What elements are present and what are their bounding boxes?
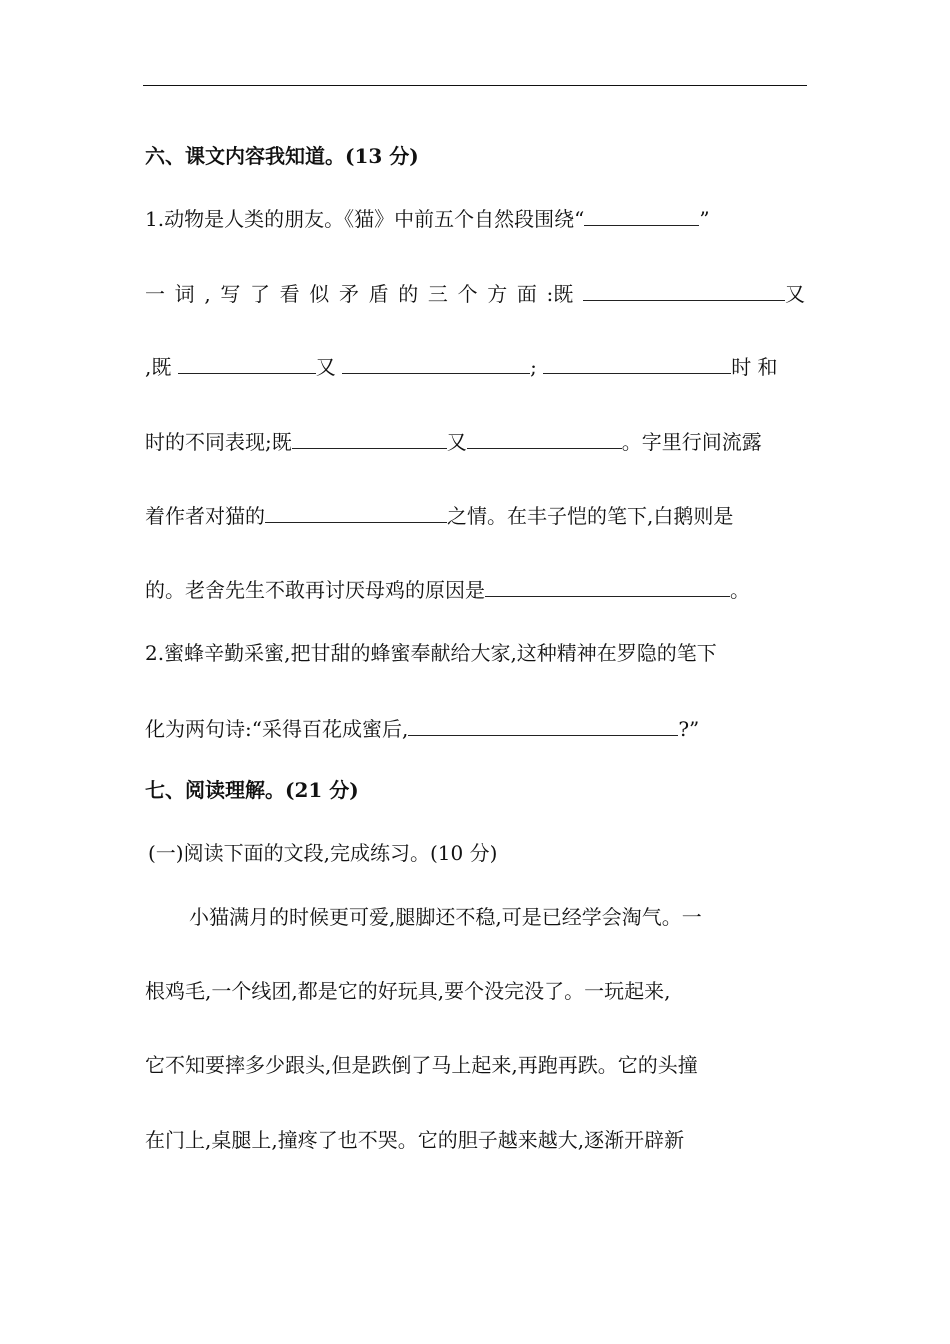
section6-title: 六、课文内容我知道。(13 分) [145,144,419,168]
q1-line2-end: 又 [784,282,805,306]
q1-l2-c12: 方 [487,282,508,306]
blank-3c[interactable] [543,355,731,374]
passage-line-2: 根鸡毛,一个线团,都是它的好玩具,要个没完没了。一玩起来, [145,979,671,1003]
q1-line3 [145,351,805,380]
section7-title: 七、阅读理解。(21 分) [145,778,359,802]
blank-6a[interactable] [485,578,730,597]
passage-line-4: 在门上,桌腿上,撞疼了也不哭。它的胆子越来越大,逐渐开辟新 [145,1128,685,1152]
top-rule [143,85,807,86]
q1-l2-c13: 面 [516,282,537,306]
blank-keyword[interactable] [584,207,699,226]
q1-l2-c14: :既 [546,282,574,306]
q1-line3-a: ,既 [145,355,172,379]
q1-l2-c9: 的 [398,282,419,306]
q1-l2-c4: 了 [249,282,270,306]
q1-line5-b: 之情。在丰子恺的笔下,白鹅则是 [447,504,734,528]
blank-4a[interactable] [292,430,447,449]
q1-line3-b: 又 [315,355,336,379]
q1-line5 [145,500,805,529]
q1-line1 [145,203,805,232]
q1-l2-c10: 三 [427,282,448,306]
q2-line2 [145,713,805,742]
q1-line6-a: 的。老舍先生不敢再讨厌母鸡的原因是 [145,578,485,602]
q1-l2-c2: , [204,282,211,306]
q1-l2-c0: 一 [145,282,165,306]
q1-line1-text: 1.动物是人类的朋友。《猫》中前五个自然段围绕“ [145,207,585,231]
q1-line2 [145,278,805,307]
q2-line1: 2.蜜蜂辛勤采蜜,把甘甜的蜂蜜奉献给大家,这种精神在罗隐的笔下 [145,641,717,665]
blank-3a[interactable] [178,355,316,374]
passage-line-1: 小猫满月的时候更可爱,腿脚还不稳,可是已经学会淘气。一 [189,905,702,929]
q1-line4-a: 时的不同表现;既 [145,430,292,454]
q1-l2-c7: 矛 [338,282,359,306]
q1-line6 [145,574,805,603]
q1-line1-end: ” [699,207,710,231]
q1-line6-b: 。 [730,578,750,602]
blank-3b[interactable] [342,355,530,374]
q1-l2-c6: 似 [309,282,330,306]
q1-line4-c: 。字里行间流露 [621,430,762,454]
blank-5a[interactable] [265,504,447,523]
q1-line3-d: 时 和 [731,355,778,379]
q2-line2-a: 化为两句诗:“采得百花成蜜后, [145,717,409,741]
q1-line3-c: ; [530,355,537,379]
q1-l2-c8: 盾 [368,282,389,306]
q1-line5-a: 着作者对猫的 [145,504,265,528]
q1-line4 [145,426,805,455]
q1-l2-c5: 看 [279,282,300,306]
q1-l2-c11: 个 [457,282,478,306]
q1-line4-b: 又 [446,430,467,454]
q1-l2-c1: 词 [174,282,195,306]
section7-sub1: (一)阅读下面的文段,完成练习。(10 分) [148,841,498,865]
blank-4b[interactable] [467,430,622,449]
blank-2a[interactable] [583,282,785,301]
passage-line-3: 它不知要摔多少跟头,但是跌倒了马上起来,再跑再跌。它的头撞 [145,1053,698,1077]
q2-line2-b: ?” [678,717,700,741]
q1-l2-c3: 写 [220,282,241,306]
blank-poem[interactable] [408,717,678,736]
